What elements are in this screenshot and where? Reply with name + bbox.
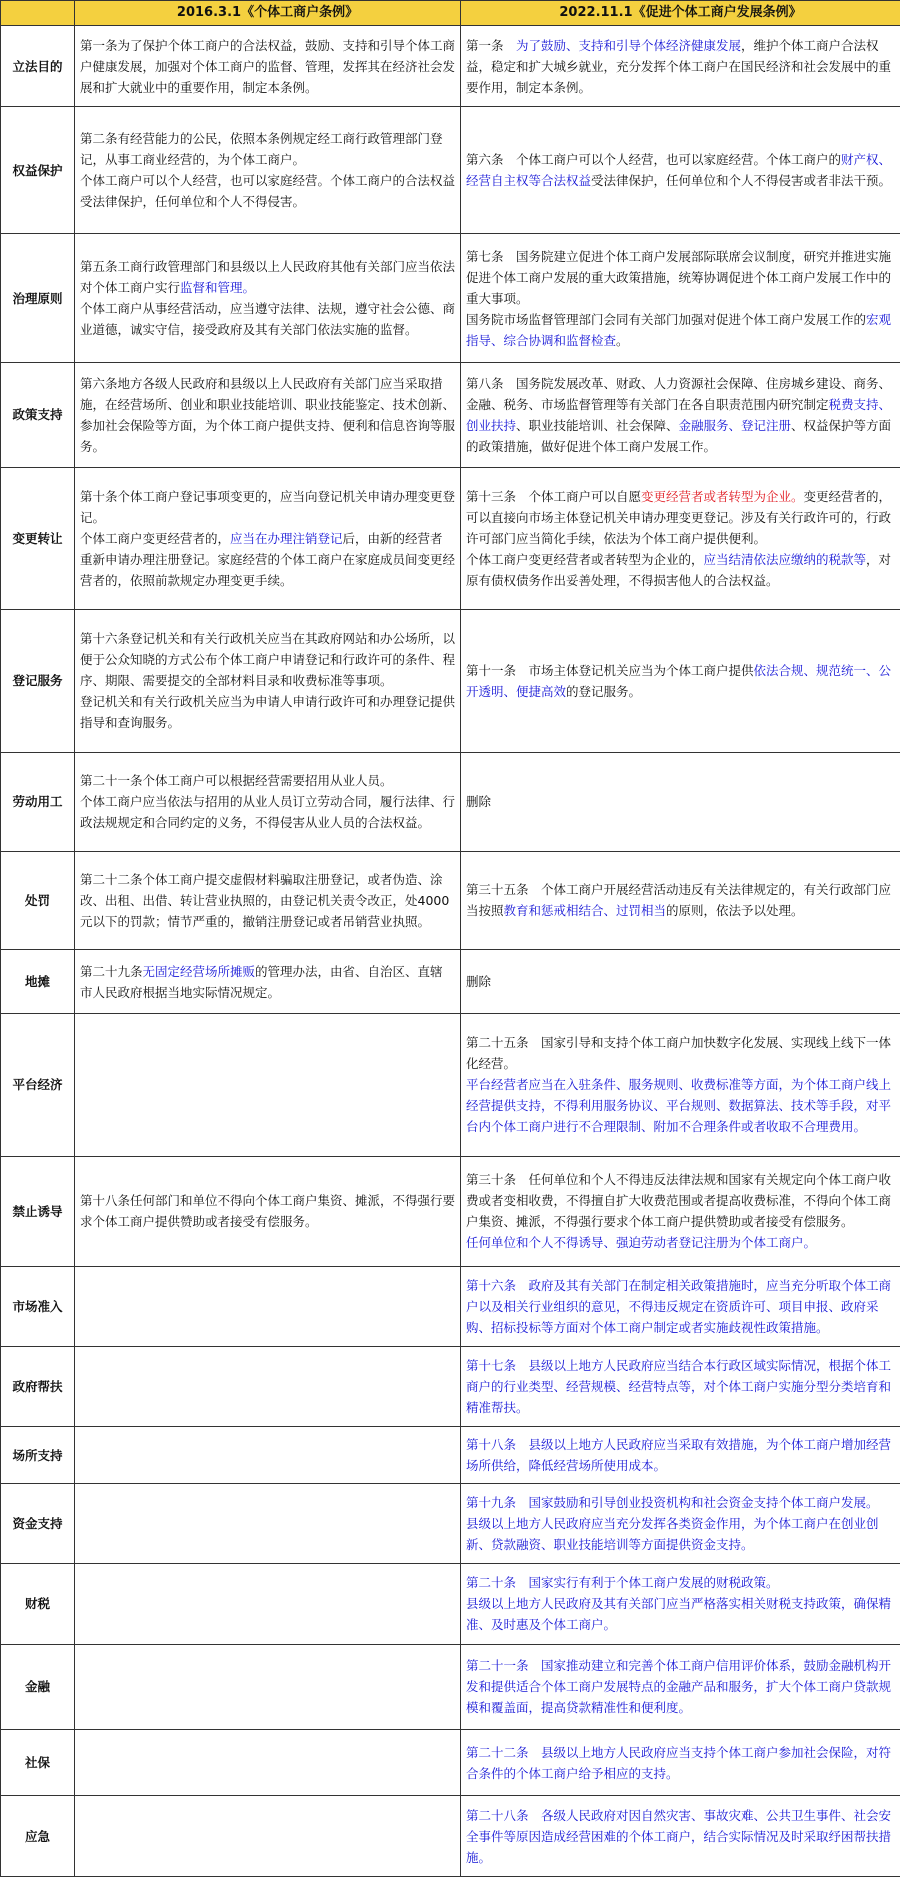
table-row [1,851,900,950]
old-paragraph [80,791,455,833]
topic-cell: 权益保护 [1,106,75,234]
old-regulation-cell [75,851,461,950]
header-topic-cell [1,1,75,26]
table-row [1,106,900,234]
topic-cell: 金融 [1,1644,75,1729]
topic-cell: 应急 [1,1796,75,1877]
old-paragraph [80,373,455,457]
old-paragraph [80,1190,455,1232]
clause-text: 。 [616,332,629,348]
topic-cell: 平台经济 [1,1013,75,1157]
topic-cell: 立法目的 [1,26,75,106]
old-regulation-cell [75,1157,461,1266]
table-row [1,610,900,753]
clause-text: 的管理办法，由省、自治区、直辖市人民政府根据当地实际情况规定。 [80,963,443,1000]
new-paragraph [466,309,895,351]
clause-text: 国务院市场监督管理部门会同有关部门加强对促进个体工商户发展工作的 [466,311,867,327]
new-paragraph [466,373,895,457]
old-paragraph [80,770,455,791]
topic-cell: 政策支持 [1,363,75,468]
old-paragraph [80,298,455,340]
new-paragraph [466,879,895,921]
clause-text: 个体工商户应当依法与招用的从业人员订立劳动合同，履行法律、行政法规规定和合同约定的义务，不得侵害从业人员的合法权益。 [80,794,456,831]
clause-text: 第六条地方各级人民政府和县级以上人民政府有关部门应当采取措施，在经营场所、创业和职业技能培训、职业技能鉴定、技术创新、参加社会保险等方面，为个体工商户提供支持、便利和信息咨询等服务。 [80,375,456,454]
new-paragraph [466,1434,895,1476]
clause-text: 变更经营者的，可以直接向市场主体登记机关申请办理变更登记。涉及有关行政许可的，行政许可部门应当简化手续，依法为个体工商户提供便利。 [466,488,892,546]
highlight-blue-text: 第二十二条 县级以上地方人民政府应当支持个体工商户参加社会保险，对符合条件的个体工商户给予相应的支持。 [466,1744,892,1781]
topic-cell: 社保 [1,1729,75,1796]
old-paragraph [80,128,455,170]
new-paragraph [466,660,895,702]
clause-text: 第二十二条个体工商户提交虚假材料骗取注册登记，或者伪造、涂改、出租、出借、转让营业执照的，由登记机关责令改正，处4000元以下的罚款；情节严重的，撤销注册登记或者吊销营业执照。 [80,871,450,929]
table-row [1,752,900,851]
clause-text: 第三十条 任何单位和个人不得违反法律法规和国家有关规定向个体工商户收费或者变相收费，不得擅自扩大收费范围或者提高收费标准，不得向个体工商户集资、摊派，不得强行要求个体工商户提供赞助或者接受有偿服务。 [466,1172,892,1230]
topic-cell: 变更转让 [1,467,75,610]
new-regulation-cell [461,950,900,1013]
new-paragraph [466,791,895,812]
table-row [1,1346,900,1426]
new-paragraph [466,1513,895,1555]
highlight-blue-text: 第二十一条 国家推动建立和完善个体工商户信用评价体系，鼓励金融机构开发和提供适合个体工商户发展特点的金融产品和服务，扩大个体工商户贷款规模和覆盖面，提高贷款精准性和便利度。 [466,1658,892,1716]
clause-text: 第二条有经营能力的公民，依照本条例规定经工商行政管理部门登记，从事工商业经营的，为个体工商户。 [80,131,443,168]
table-row [1,1427,900,1483]
clause-text: 第七条 国务院建立促进个体工商户发展部际联席会议制度，研究并推进实施促进个体工商户发展的重大政策措施，统筹协调促进个体工商户发展工作中的重大事项。 [466,248,892,306]
table-row [1,1644,900,1729]
new-regulation-cell [461,752,900,851]
highlight-blue-text: 应当在办理注销登记 [230,530,343,546]
highlight-blue-text: 第二十八条 各级人民政府对因自然灾害、事故灾难、公共卫生事件、社会安全事件等原因造成经营困难的个体工商户，结合实际情况及时采取纾困帮扶措施。 [466,1807,892,1865]
topic-cell: 财税 [1,1564,75,1644]
highlight-blue-text: 无固定经营场所摊贩 [142,963,256,979]
clause-text: 第二十五条 国家引导和支持个体工商户加快数字化发展、实现线上线下一体化经营。 [466,1035,892,1072]
topic-cell: 处罚 [1,851,75,950]
clause-text: 第十六条登记机关和有关行政机关应当在其政府网站和办公场所，以便于公众知晓的方式公布个体工商户申请登记和行政许可的条件、程序、期限、需要提交的全部材料目录和收费标准等事项。 [80,631,456,689]
clause-text: 个体工商户变更经营者的， [80,530,231,546]
old-paragraph [80,486,455,528]
clause-text: ，维护个体工商户合法权益，稳定和扩大城乡就业，充分发挥个体工商户在国民经济和社会发展中的重要作用，制定本条例。 [466,37,892,95]
table-row [1,26,900,106]
old-regulation-cell [75,363,461,468]
header-row [1,1,900,26]
new-paragraph [466,1275,895,1338]
new-regulation-cell [461,1729,900,1796]
highlight-blue-text: 宏观指导、综合协调和监督检查 [466,311,892,348]
clause-text: 第二十九条 [80,963,143,979]
clause-text: 第一条为了保护个体工商户的合法权益，鼓励、支持和引导个体工商户健康发展，加强对个体工商户的监督、管理，发挥其在经济社会发展和扩大就业中的重要作用，制定本条例。 [80,37,456,95]
highlight-blue-text: 应当结清依法应缴纳的税款等 [703,551,867,567]
new-paragraph [466,1572,895,1593]
highlight-blue-text: 第十六条 政府及其有关部门在制定相关政策措施时，应当充分听取个体工商户以及相关行业组织的意见，不得违反规定在资质许可、项目申报、政府采购、招标投标等方面对个体工商户制定或者实施歧视性政策措施。 [466,1277,892,1335]
old-paragraph [80,869,455,932]
highlight-blue-text: 第十九条 国家鼓励和引导创业投资机构和社会资金支持个体工商户发展。 [466,1494,879,1510]
table-row [1,1796,900,1877]
new-paragraph [466,1169,895,1232]
old-regulation-cell [75,1729,461,1796]
new-paragraph [466,1593,895,1635]
new-paragraph [466,1805,895,1868]
old-regulation-cell [75,1564,461,1644]
clause-text: 第十八条任何部门和单位不得向个体工商户集资、摊派，不得强行要求个体工商户提供赞助或者接受有偿服务。 [80,1193,456,1230]
clause-text: 第六条 个体工商户可以个人经营，也可以家庭经营。个体工商户的 [466,152,842,168]
highlight-blue-text: 财产权、经营自主权等合法权益 [466,152,892,189]
table-row [1,1729,900,1796]
new-regulation-cell [461,467,900,610]
old-regulation-cell [75,1644,461,1729]
old-regulation-cell [75,950,461,1013]
clause-text: 第一条 [466,37,517,53]
topic-cell: 劳动用工 [1,752,75,851]
highlight-blue-text: 第二十条 国家实行有利于个体工商户发展的财税政策。 [466,1575,779,1591]
new-regulation-cell [461,851,900,950]
table-row [1,234,900,363]
old-regulation-cell [75,467,461,610]
highlight-blue-text: 教育和惩戒相结合、过罚相当 [503,903,667,919]
new-regulation-cell [461,1796,900,1877]
new-regulation-cell [461,1013,900,1157]
old-regulation-cell [75,1346,461,1426]
old-regulation-cell [75,610,461,753]
topic-cell: 登记服务 [1,610,75,753]
clause-text: 删除 [466,794,492,810]
old-paragraph [80,628,455,691]
highlight-blue-text: 第十七条 县级以上地方人民政府应当结合本行政区域实际情况，根据个体工商户的行业类型、经营规模、经营特点等，对个体工商户实施分型分类培育和精准帮扶。 [466,1358,892,1416]
topic-cell: 资金支持 [1,1483,75,1563]
clause-text: 、权益保护等方面的政策措施，做好促进个体工商户发展工作。 [466,417,892,454]
clause-text: 第十一条 市场主体登记机关应当为个体工商户提供 [466,662,754,678]
new-regulation-cell [461,26,900,106]
new-paragraph [466,1492,895,1513]
clause-text: 的登记服务。 [566,683,642,699]
old-regulation-cell [75,1013,461,1157]
clause-text: 个体工商户变更经营者或者转型为企业的， [466,551,704,567]
old-paragraph [80,528,455,591]
new-regulation-cell [461,1427,900,1483]
highlight-blue-text: 第十八条 县级以上地方人民政府应当采取有效措施，为个体工商户增加经营场所供给，降低经营场所使用成本。 [466,1437,892,1474]
new-regulation-cell [461,363,900,468]
table-row [1,1013,900,1157]
new-paragraph [466,149,895,191]
new-paragraph [466,1074,895,1137]
clause-text: 第三十五条 个体工商户开展经营活动违反有关法律规定的，有关行政部门应当按照 [466,882,892,919]
new-regulation-cell [461,1644,900,1729]
old-regulation-cell [75,106,461,234]
new-regulation-cell [461,106,900,234]
new-paragraph [466,1742,895,1784]
highlight-blue-text: 县级以上地方人民政府应当充分发挥各类资金作用，为个体工商户在创业创新、贷款融资、职业技能培训等方面提供资金支持。 [466,1515,879,1552]
clause-text: 的原则，依法予以处理。 [666,903,804,919]
old-regulation-cell [75,1427,461,1483]
highlight-blue-text: 税费支持、创业扶持 [466,396,892,433]
new-regulation-cell [461,1157,900,1266]
new-paragraph [466,246,895,309]
old-paragraph [80,256,455,298]
highlight-blue-text: 为了鼓励、支持和引导个体经济健康发展 [516,37,742,53]
clause-text: 第五条工商行政管理部门和县级以上人民政府其他有关部门应当依法对个体工商户实行 [80,259,456,296]
highlight-red-text: 变更经营者或者转型为企业。 [641,488,804,504]
new-paragraph [466,1232,895,1253]
table-row [1,467,900,610]
clause-text: 第十条个体工商户登记事项变更的，应当向登记机关申请办理变更登记。 [80,488,456,525]
highlight-blue-text: 县级以上地方人民政府及其有关部门应当严格落实相关财税支持政策，确保精准、及时惠及个体工商户。 [466,1596,892,1633]
old-regulation-cell [75,26,461,106]
highlight-blue-text: 金融服务、登记注册 [678,417,792,433]
new-regulation-cell [461,1564,900,1644]
clause-text: ，对原有债权债务作出妥善处理，不得损害他人的合法权益。 [466,551,892,588]
clause-text: 删除 [466,974,492,990]
topic-cell: 地摊 [1,950,75,1013]
new-regulation-cell [461,1266,900,1346]
clause-text: 第十三条 个体工商户可以自愿 [466,488,642,504]
clause-text: 第二十一条个体工商户可以根据经营需要招用从业人员。 [80,773,393,789]
new-regulation-cell [461,234,900,363]
clause-text: 第八条 国务院发展改革、财政、人力资源社会保障、住房城乡建设、商务、金融、税务、市场监督管理等有关部门在各自职责范围内研究制定 [466,375,892,412]
highlight-blue-text: 依法合规、规范统一、公开透明、便捷高效 [466,662,892,699]
new-paragraph [466,549,895,591]
new-paragraph [466,971,895,992]
topic-cell: 场所支持 [1,1427,75,1483]
old-regulation-cell [75,1796,461,1877]
topic-cell: 禁止诱导 [1,1157,75,1266]
header-new-title: 2022.11.1《促进个体工商户发展条例》 [461,1,900,26]
topic-cell: 政府帮扶 [1,1346,75,1426]
table-body [1,1,900,1877]
old-regulation-cell [75,1266,461,1346]
old-regulation-cell [75,752,461,851]
new-regulation-cell [461,610,900,753]
topic-cell: 市场准入 [1,1266,75,1346]
new-paragraph [466,1355,895,1418]
clause-text: 登记机关和有关行政机关应当为申请人申请行政许可和办理登记提供指导和查询服务。 [80,694,456,731]
new-regulation-cell [461,1346,900,1426]
old-regulation-cell [75,1483,461,1563]
clause-text: 、职业技能培训、社会保障、 [516,417,679,433]
topic-cell: 治理原则 [1,234,75,363]
table-row [1,363,900,468]
old-paragraph [80,691,455,733]
table-row [1,950,900,1013]
clause-text: 后，由新的经营者重新申请办理注册登记。家庭经营的个体工商户在家庭成员间变更经营者的，依照前款规定办理变更手续。 [80,530,456,588]
old-paragraph [80,170,455,212]
new-regulation-cell [461,1483,900,1563]
old-paragraph [80,961,455,1003]
old-regulation-cell [75,234,461,363]
highlight-blue-text: 平台经营者应当在入驻条件、服务规则、收费标准等方面，为个体工商户线上经营提供支持，不得利用服务协议、平台规则、数据算法、技术等手段，对平台内个体工商户进行不合理限制、附加不合理条件或者收取不合理费用。 [466,1077,892,1135]
new-paragraph [466,486,895,549]
table-row [1,1157,900,1266]
new-paragraph [466,1655,895,1718]
table-row [1,1483,900,1563]
highlight-blue-text: 任何单位和个人不得诱导、强迫劳动者登记注册为个体工商户。 [466,1235,817,1251]
old-paragraph [80,35,455,98]
new-paragraph [466,1032,895,1074]
highlight-blue-text: 监督和管理。 [180,280,256,296]
table-row [1,1266,900,1346]
new-paragraph [466,35,895,98]
clause-text: 个体工商户从事经营活动，应当遵守法律、法规，遵守社会公德、商业道德，诚实守信，接受政府及其有关部门依法实施的监督。 [80,301,456,338]
table-row [1,1564,900,1644]
clause-text: 受法律保护，任何单位和个人不得侵害或者非法干预。 [591,173,892,189]
header-old-title: 2016.3.1《个体工商户条例》 [75,1,461,26]
clause-text: 个体工商户可以个人经营，也可以家庭经营。个体工商户的合法权益受法律保护，任何单位和个人不得侵害。 [80,173,456,210]
